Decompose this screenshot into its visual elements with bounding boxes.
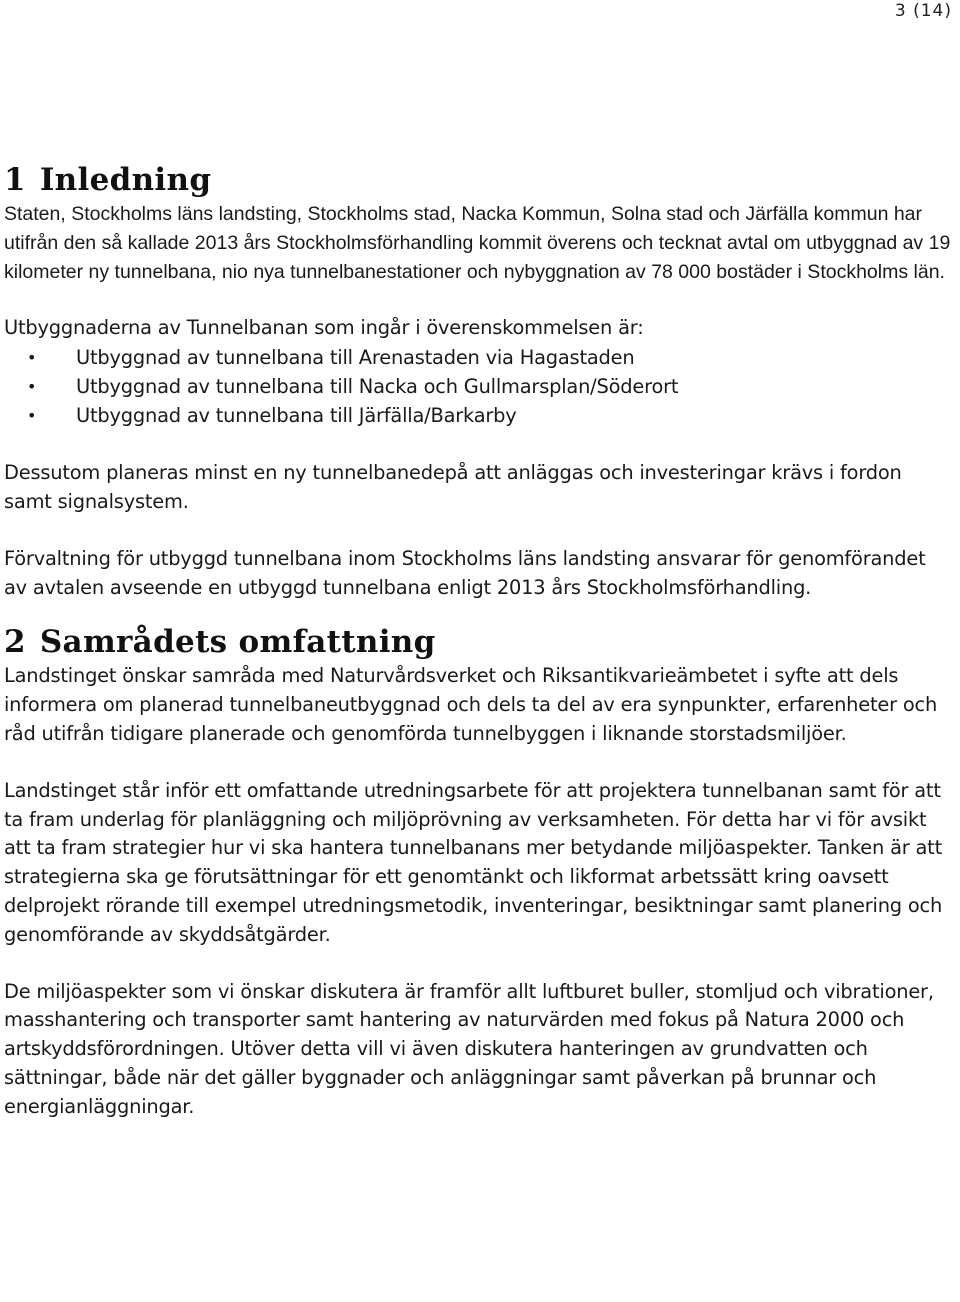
document-body	[4, 160, 954, 1122]
depot-paragraph: Dessutom planeras minst en ny tunnelbanedepå att anläggas och investeringar krävs i fordon samt signalsystem.	[4, 461, 902, 513]
strategy-paragraph: Landstinget står inför ett omfattande utredningsarbete för att projektera tunnelbanan samt för att ta fram underlag för planläggning och miljöprövning av verksamheten. För detta har vi för avsikt att ta fram strategier hur vi ska hantera tunnelbanans mer betydande miljöaspekter. Tanken är att strategierna ska ge förutsättningar för ett genomtänkt och likformat arbetssätt kring oavsett delprojekt rörande till exempel utredningsmetodik, inventeringar, besiktningar samt planering och genomförande av skyddsåtgärder.	[4, 778, 943, 946]
bullet-icon: •	[27, 348, 37, 368]
bullet-icon: •	[27, 406, 37, 426]
section-1-heading	[4, 160, 954, 200]
section-2-heading	[4, 622, 954, 662]
list-intro: Utbyggnaderna av Tunnelbanan som ingår i överenskommelsen är:	[4, 316, 644, 340]
section-1-title: Inledning	[39, 162, 212, 198]
consultation-paragraph: Landstinget önskar samråda med Naturvårdsverket och Riksantikvarieämbetet i syfte att dels informera om planerad tunnelbaneutbyggnad och dels ta del av era synpunkter, erfarenheter och råd utifrån tidigare planerade och genomförda tunnelbyggen i liknande storstadsmiljöer.	[4, 664, 938, 745]
section-1-number: 1	[4, 162, 26, 198]
intro-paragraph: Staten, Stockholms läns landsting, Stockholms stad, Nacka Kommun, Solna stad och Järfälla kommun har utifrån den så kallade 2013 års Stockholmsförhandling kommit överens och tecknat avtal om utbyggnad av 19 kilometer ny tunnelbana, nio nya tunnelbanestationer och nybyggnation av 78 000 bostäder i Stockholms län.	[4, 203, 951, 283]
section-2-title: Samrådets omfattning	[39, 624, 436, 661]
list-item: • Utbyggnad av tunnelbana till Arenastaden via Hagastaden	[4, 343, 954, 372]
section-2-number: 2	[4, 624, 26, 661]
environment-aspects-paragraph: De miljöaspekter som vi önskar diskutera är framför allt luftburet buller, stomljud och vibrationer, masshantering och transporter samt hantering av naturvärden med fokus på Natura 2000 och artskyddsförordningen. Utöver detta vill vi även diskutera hanteringen av grundvatten och sättningar, både när det gäller byggnader och anläggningar samt påverkan på brunnar och energianläggningar.	[4, 979, 934, 1118]
administration-paragraph: Förvaltning för utbyggd tunnelbana inom Stockholms läns landsting ansvarar för genomförandet av avtalen avseende en utbyggd tunnelbana enligt 2013 års Stockholmsförhandling.	[4, 546, 926, 599]
bullet-icon: •	[27, 377, 37, 397]
list-item: • Utbyggnad av tunnelbana till Järfälla/Barkarby	[4, 401, 954, 430]
page-number: 3 (14)	[894, 1, 952, 21]
list-item: • Utbyggnad av tunnelbana till Nacka och Gullmarsplan/Söderort	[4, 372, 954, 401]
expansion-list	[4, 343, 954, 430]
